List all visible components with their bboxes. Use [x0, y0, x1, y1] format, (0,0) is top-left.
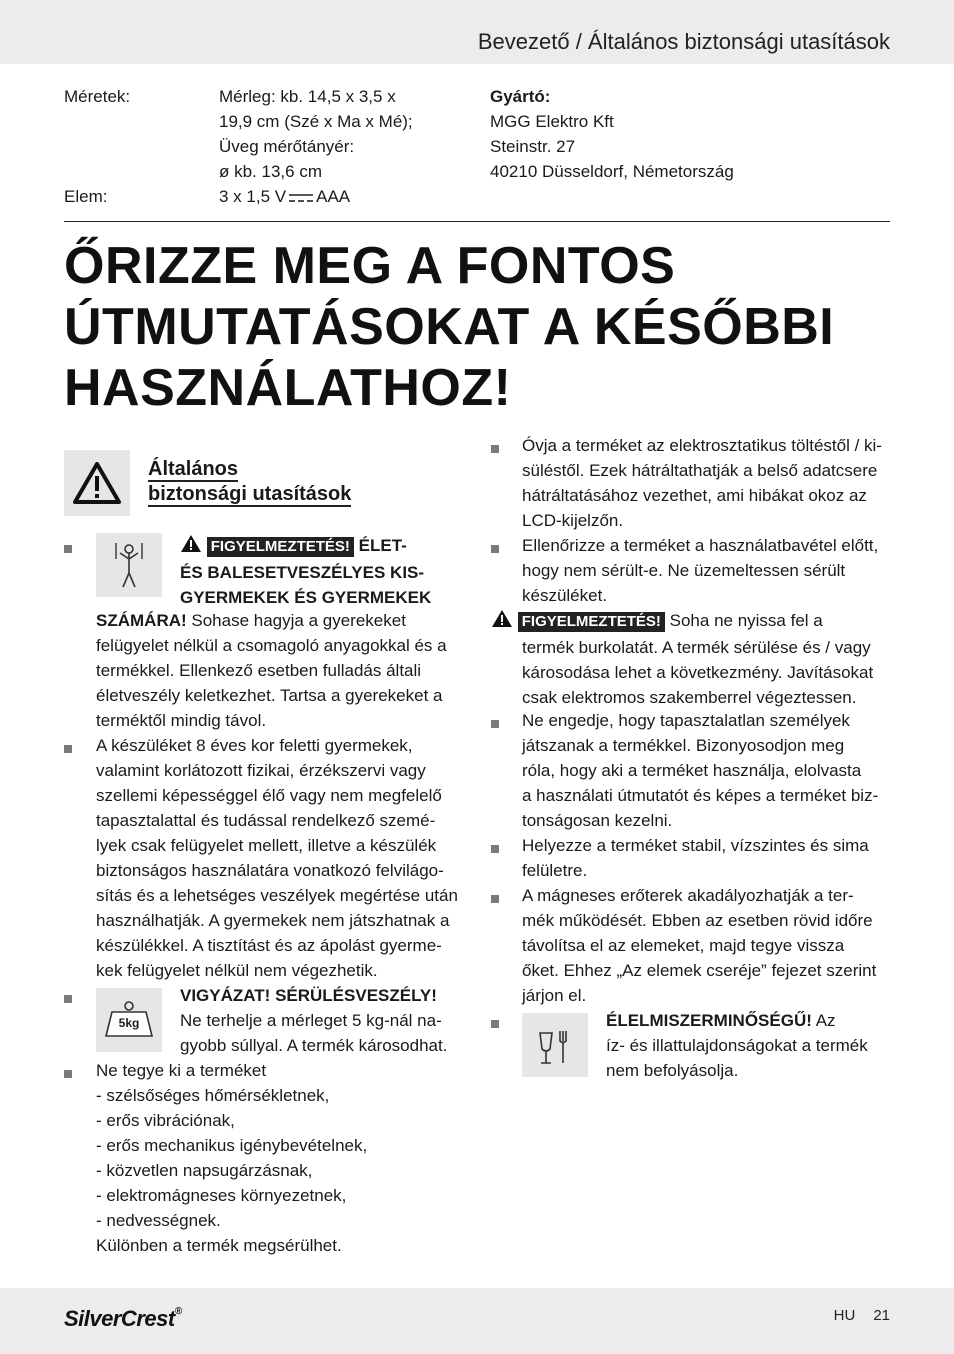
- main-heading: ŐRIZZE MEG A FONTOS ÚTMUTATÁSOKAT A KÉSŐBBI HASZNÁLATHOZ!: [64, 237, 835, 417]
- children-icon-box: [96, 533, 162, 597]
- manufacturer-line: 40210 Düsseldorf, Németország: [490, 162, 734, 181]
- housing-warning: FIGYELMEZTETÉS! Soha ne nyissa fel a termék burkolatát. A termék sérülése és / vagy károsodása lehet a következmény. Javításokat csak elektromos szakemberrel végeztessen.: [491, 608, 891, 710]
- bullet-marker: [64, 995, 72, 1003]
- warning-triangle-icon: [64, 450, 130, 516]
- page-number: HU 21: [833, 1307, 890, 1324]
- warning-triangle-icon: [491, 609, 513, 635]
- spec-label-dimensions: Méretek:: [64, 87, 131, 106]
- warning-icon-box: [64, 450, 130, 516]
- warning-children-text: SZÁMÁRA! Sohase hagyja a gyerekeket felügyelet nélkül a csomagoló anyagokkal és a termékkel. Ellenkező esetben fulladás általi életveszély keletkezhet. Tartsa a gyerekeket a terméktől mindig távol.: [96, 611, 447, 730]
- bullet-marker: [64, 545, 72, 553]
- environment-list: Ne tegye ki a terméket - szélsőséges hőmérsékletnek, - erős vibrációnak, - erős mechanikus igénybevételnek, - közvetlen napsugárzásnak, - elektromágneses környezetnek, - nedvességnek. Különben a termék megsérülhet.: [96, 1061, 368, 1255]
- surface-text: Helyezze a terméket stabil, vízszintes és sima felületre.: [522, 836, 869, 880]
- magnetic-text: A mágneses erőterek akadályozhatják a ter- mék működését. Ebben az esetben rövid időre távolítsa el az elemeket, majd tegye vissza őket. Ehhez „Az elemek cseréje” fejezet szerint járjon el.: [522, 886, 877, 1005]
- bullet-marker: [491, 545, 499, 553]
- manufacturer-line: Steinstr. 27: [490, 137, 576, 156]
- spec-value-battery: 3 x 1,5 V AAA: [219, 187, 351, 206]
- manufacturer-heading: Gyártó:: [490, 87, 551, 106]
- manufacturer-block: [490, 84, 830, 184]
- inexperienced-text: Ne engedje, hogy tapasztalatlan személyek játszanak a termékkel. Bizonyosodjon meg róla, hogy aki a terméket használja, elolvasta a használati útmutatót és képes a terméket biz- tonságosan kezelni.: [522, 711, 879, 830]
- spec-line: ø kb. 13,6 cm: [219, 162, 322, 181]
- page-header-title: Bevezető / Általános biztonsági utasítások: [477, 29, 890, 54]
- spec-line: Üveg mérőtányér:: [219, 137, 355, 156]
- divider: [64, 221, 890, 222]
- bullet-marker: [491, 895, 499, 903]
- children-usage-text: A készüléket 8 éves kor feletti gyermekek, valamint korlátozott fizikai, érzékszervi vagy szellemi képességgel élő vagy nem megfelelő tapasztalattal és tudással rendelkező szemé- lyek csak felügyelet mellett, illetve a készülék biztonságos használatára vonatkozó felvilágo- sítás és a lehetséges veszélyek megértése után használhatják. A gyermekek nem játszhatnak a készülékkel. A tisztítást és az ápolást gyerme- kek felügyelet nélkül nem végezhetik.: [96, 736, 458, 980]
- bullet-marker: [64, 745, 72, 753]
- bullet-marker: [491, 445, 499, 453]
- weight-warning: VIGYÁZAT! SÉRÜLÉSVESZÉLY! Ne terhelje a mérleget 5 kg-nál na- gyobb súllyal. A termék károsodhat.: [180, 986, 448, 1055]
- manufacturer-line: MGG Elektro Kft: [490, 112, 614, 131]
- weight-icon-label: 5kg: [118, 1016, 140, 1030]
- bullet-marker: [64, 1070, 72, 1078]
- dc-symbol-icon: [289, 192, 313, 204]
- section-title: Általános biztonsági utasítások: [148, 458, 352, 505]
- warning-label: FIGYELMEZTETÉS!: [518, 612, 665, 632]
- spec-line: Mérleg: kb. 14,5 x 3,5 x: [219, 87, 396, 106]
- warning-children-head: FIGYELMEZTETÉS! ÉLET- ÉS BALESETVESZÉLYES KIS- GYERMEKEK ÉS GYERMEKEK: [180, 533, 470, 610]
- warning-triangle-icon: [180, 534, 202, 560]
- bullet-marker: [491, 720, 499, 728]
- food-safe-text: ÉLELMISZERMINŐSÉGŰ! Az íz- és illattulajdonságokat a termék nem befolyásolja.: [606, 1011, 868, 1080]
- brand-logo: SilverCrest®: [64, 1306, 182, 1331]
- food-safe-icon: [522, 1013, 588, 1077]
- bullet-marker: [491, 1020, 499, 1028]
- food-safe-icon-box: [522, 1013, 588, 1077]
- warning-label: FIGYELMEZTETÉS!: [207, 537, 354, 557]
- weight-icon-box: [96, 988, 162, 1052]
- inspect-text: Ellenőrizze a terméket a használatbavétel előtt, hogy nem sérült-e. Ne üzemeltessen sérült készüléket.: [522, 536, 879, 605]
- spec-value-dimensions: [219, 84, 469, 184]
- spec-label-battery: Elem:: [64, 187, 108, 206]
- spec-line: 19,9 cm (Szé x Ma x Mé);: [219, 112, 413, 131]
- bullet-marker: [491, 845, 499, 853]
- child-warning-icon: [96, 533, 162, 597]
- esd-text: Óvja a terméket az elektrosztatikus töltéstől / ki- süléstől. Ezek hátráltathatják a belső adatcsere hátráltatásához vezethet, ami hibákat okoz az LCD-kijelzőn.: [522, 436, 882, 530]
